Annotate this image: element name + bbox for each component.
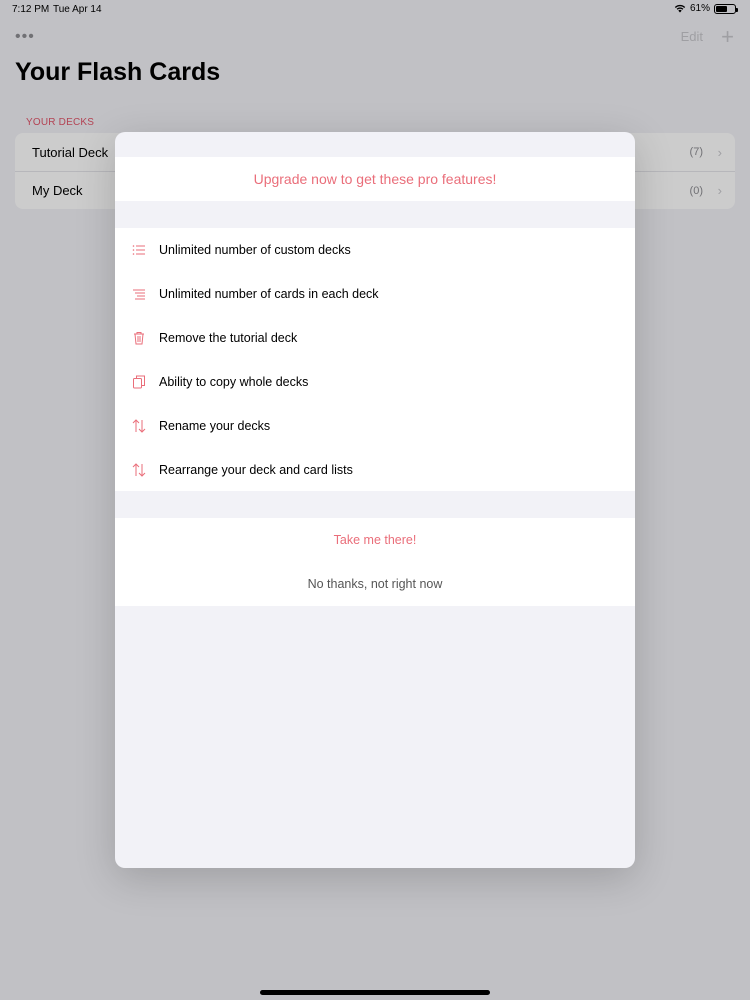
add-deck-button[interactable]: + bbox=[721, 24, 734, 49]
feature-item bbox=[115, 404, 635, 448]
battery-percent: 61% bbox=[689, 3, 710, 14]
deck-count: (0) bbox=[689, 184, 703, 197]
deck-label: My Deck bbox=[32, 183, 83, 198]
arrows-updown-icon bbox=[131, 462, 147, 478]
feature-item bbox=[115, 228, 635, 272]
deck-label: Tutorial Deck bbox=[32, 144, 109, 160]
take-me-there-button[interactable]: Take me there! bbox=[333, 533, 417, 547]
feature-item bbox=[115, 448, 635, 492]
feature-label: Ability to copy whole decks bbox=[159, 375, 309, 389]
feature-item bbox=[115, 360, 635, 404]
arrows-updown-icon bbox=[131, 418, 147, 434]
feature-list bbox=[115, 228, 635, 491]
edit-button[interactable]: Edit bbox=[680, 29, 703, 44]
decks-section-header: YOUR DECKS bbox=[26, 117, 95, 128]
home-indicator[interactable] bbox=[260, 990, 490, 995]
upgrade-modal bbox=[115, 132, 635, 868]
chevron-right-icon: › bbox=[717, 183, 722, 198]
status-time: 7:12 PM bbox=[12, 4, 50, 15]
feature-label: Remove the tutorial deck bbox=[159, 331, 298, 345]
list-icon bbox=[131, 242, 147, 258]
feature-label: Unlimited number of cards in each deck bbox=[159, 287, 379, 301]
feature-item bbox=[115, 272, 635, 316]
lines-icon bbox=[131, 286, 147, 302]
status-date: Tue Apr 14 bbox=[53, 4, 102, 15]
feature-label: Unlimited number of custom decks bbox=[159, 243, 351, 257]
modal-title: Upgrade now to get these pro features! bbox=[115, 157, 635, 201]
deck-count: (7) bbox=[689, 146, 703, 158]
feature-label: Rearrange your deck and card lists bbox=[159, 463, 353, 477]
trash-icon bbox=[131, 330, 147, 346]
page-title: Your Flash Cards bbox=[15, 58, 221, 86]
more-options-button[interactable]: ••• bbox=[15, 28, 35, 45]
chevron-right-icon: › bbox=[717, 144, 722, 160]
action-list bbox=[115, 518, 635, 606]
copy-icon bbox=[131, 374, 147, 390]
feature-item bbox=[115, 316, 635, 360]
no-thanks-button[interactable]: No thanks, not right now bbox=[307, 577, 443, 591]
feature-label: Rename your decks bbox=[159, 419, 271, 433]
